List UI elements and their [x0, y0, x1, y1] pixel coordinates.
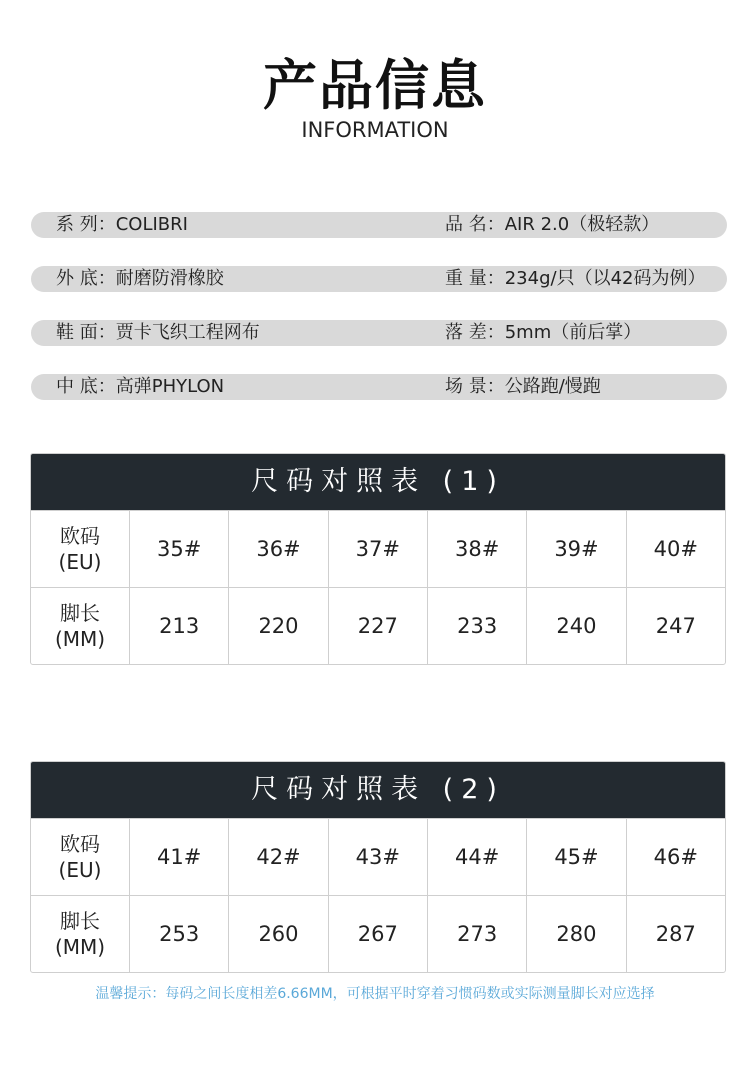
- table-cell: 36#: [229, 511, 328, 587]
- table-cell: 45#: [527, 819, 626, 895]
- table-row-mm: [31, 895, 725, 972]
- row-header-eu: [31, 511, 130, 587]
- table-row-eu: [31, 510, 725, 587]
- info-scene: 场 景：公路跑/慢跑: [445, 376, 601, 397]
- row-header-eu: [31, 819, 130, 895]
- info-drop: 落 差：5mm（前后掌）: [445, 322, 642, 343]
- info-weight: 重 量：234g/只（以42码为例）: [445, 268, 706, 289]
- info-series: 系 列：COLIBRI: [56, 214, 188, 235]
- size-table-2: [30, 761, 726, 973]
- info-row-outsole: [31, 266, 727, 292]
- table-cell: 220: [229, 588, 328, 664]
- row-header-unit: (MM): [54, 627, 106, 651]
- table-cell: 46#: [653, 845, 698, 869]
- info-midsole: 中 底：高弹PHYLON: [56, 376, 225, 397]
- table-cell: 41#: [130, 819, 229, 895]
- table-cell: 44#: [428, 819, 527, 895]
- table-cell: 267: [329, 896, 428, 972]
- page-title: 产品信息: [263, 54, 487, 117]
- table-cell: 247: [655, 614, 696, 638]
- info-row-midsole: [31, 374, 727, 400]
- table-row-eu: [31, 818, 725, 895]
- table-row-mm: [31, 587, 725, 664]
- info-upper: 鞋 面：贾卡飞织工程网布: [56, 322, 260, 343]
- table-cell: 287: [655, 922, 696, 946]
- row-header-label: 欧码: [60, 832, 100, 856]
- table-cell: 227: [329, 588, 428, 664]
- info-product-name: 品 名：AIR 2.0（极轻款）: [445, 214, 660, 235]
- table-cell: 280: [527, 896, 626, 972]
- info-outsole: 外 底：耐磨防滑橡胶: [56, 268, 224, 289]
- tip-note: 温馨提示：每码之间长度相差6.66MM，可根据平时穿着习惯码数或实际测量脚长对应选择: [95, 986, 655, 1002]
- row-header-unit: (EU): [58, 858, 102, 882]
- table-cell: 40#: [653, 537, 698, 561]
- table-cell: 35#: [130, 511, 229, 587]
- table-cell: 38#: [428, 511, 527, 587]
- size-table-1: [30, 453, 726, 665]
- table-cell: 42#: [229, 819, 328, 895]
- info-row-upper: [31, 320, 727, 346]
- size-table-title: 尺码对照表 (2): [31, 762, 725, 818]
- table-cell: 233: [428, 588, 527, 664]
- row-header-unit: (EU): [58, 550, 102, 574]
- table-cell: 253: [130, 896, 229, 972]
- table-cell: 273: [428, 896, 527, 972]
- row-header-label: 欧码: [60, 524, 100, 548]
- table-cell: 37#: [329, 511, 428, 587]
- table-cell: 43#: [329, 819, 428, 895]
- row-header-unit: (MM): [54, 935, 106, 959]
- page-subtitle: INFORMATION: [301, 118, 449, 142]
- size-table-title: 尺码对照表 (1): [31, 454, 725, 510]
- info-row-series: [31, 212, 727, 238]
- row-header-mm: [31, 588, 130, 664]
- row-header-mm: [31, 896, 130, 972]
- row-header-label: 脚长: [60, 909, 100, 933]
- table-cell: 260: [229, 896, 328, 972]
- table-cell: 240: [527, 588, 626, 664]
- table-cell: 39#: [527, 511, 626, 587]
- row-header-label: 脚长: [60, 601, 100, 625]
- table-cell: 213: [130, 588, 229, 664]
